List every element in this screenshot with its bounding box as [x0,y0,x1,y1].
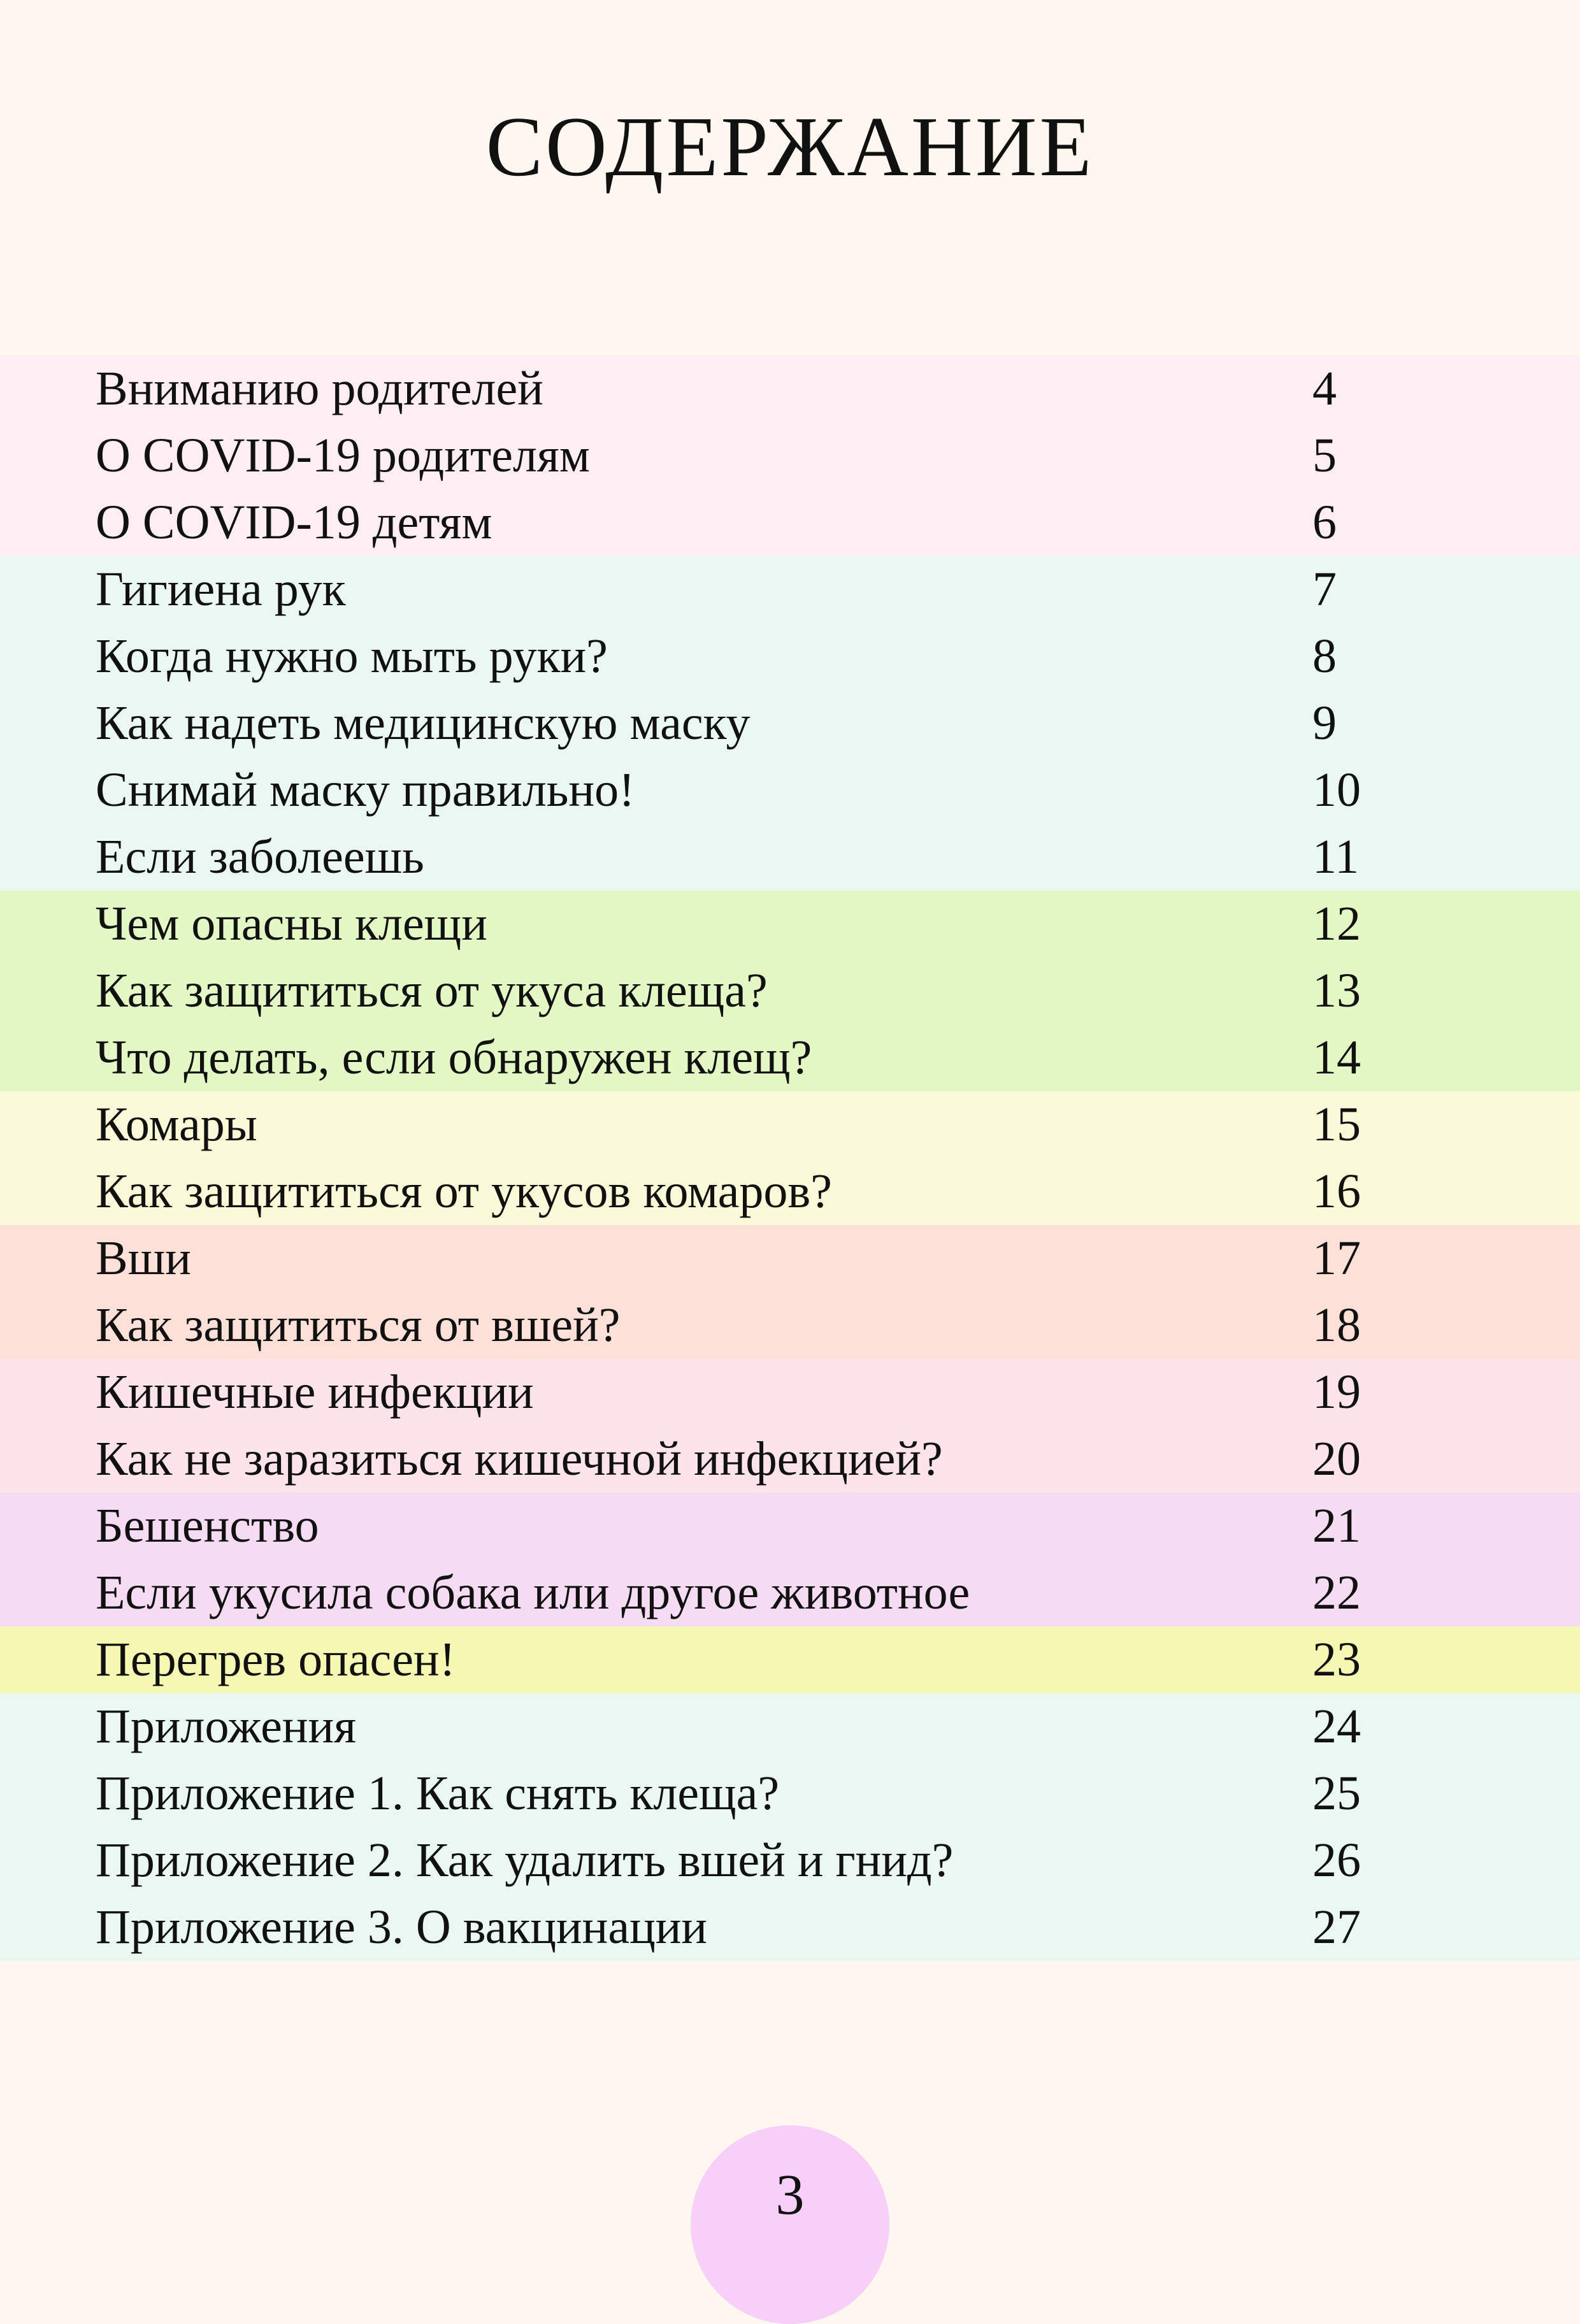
toc-entry-label: Как защититься от укуса клеща? [96,964,768,1017]
toc-group-rabies [0,1493,1580,1626]
toc-group-appendices [0,1693,1580,1961]
toc-entry[interactable] [0,891,1580,958]
toc-entry-label: Как защититься от вшей? [96,1298,621,1352]
toc-group-mosquitoes [0,1091,1580,1225]
toc-entry-page: 6 [1312,496,1337,549]
toc-entry-page: 4 [1312,362,1337,415]
toc-entry-page: 21 [1312,1499,1361,1553]
toc-entry-page: 22 [1312,1566,1361,1619]
toc-entry[interactable] [0,1225,1580,1292]
toc-entry-label: Если заболеешь [96,830,424,884]
toc-entry-page: 20 [1312,1432,1361,1486]
toc-entry-label: Когда нужно мыть руки? [96,629,608,683]
toc-entry-page: 25 [1312,1767,1361,1820]
toc-entry[interactable] [0,958,1580,1024]
toc-entry-page: 11 [1312,830,1360,884]
page-title: СОДЕРЖАНИЕ [485,99,1095,194]
toc-entry-label: Приложения [96,1700,357,1753]
toc-group-lice [0,1225,1580,1359]
toc-group-overheating [0,1626,1580,1693]
toc-entry[interactable] [0,556,1580,623]
toc-entry-label: Бешенство [96,1499,319,1553]
toc-entry[interactable] [0,1024,1580,1091]
toc-entry[interactable] [0,757,1580,824]
toc-entry-label: Как не заразиться кишечной инфекцией? [96,1432,943,1486]
toc-entry-label: Комары [96,1098,257,1151]
toc-entry[interactable] [0,1426,1580,1493]
table-of-contents [0,355,1580,1961]
toc-entry-page: 5 [1312,429,1337,482]
toc-entry-label: Как защититься от укусов комаров? [96,1165,832,1218]
toc-entry-page: 10 [1312,763,1361,817]
toc-entry[interactable] [0,824,1580,891]
toc-entry[interactable] [0,1693,1580,1760]
toc-entry-page: 7 [1312,563,1337,616]
toc-entry[interactable] [0,1894,1580,1961]
toc-entry-label: Вши [96,1231,191,1285]
toc-group-ticks [0,891,1580,1091]
toc-entry-label: Вниманию родителей [96,362,543,415]
toc-entry-page: 17 [1312,1231,1361,1285]
toc-entry[interactable] [0,623,1580,690]
toc-entry[interactable] [0,1827,1580,1894]
toc-entry[interactable] [0,690,1580,757]
toc-entry-page: 23 [1312,1633,1361,1686]
toc-entry-page: 26 [1312,1833,1361,1887]
toc-entry-page: 9 [1312,696,1337,750]
toc-entry[interactable] [0,1560,1580,1626]
toc-entry[interactable] [0,1359,1580,1426]
toc-entry-label: Кишечные инфекции [96,1365,534,1419]
toc-entry-label: Перегрев опасен! [96,1633,456,1686]
toc-entry-page: 8 [1312,629,1337,683]
toc-entry[interactable] [0,1760,1580,1827]
toc-entry-label: Если укусила собака или другое животное [96,1566,970,1619]
toc-entry-page: 12 [1312,897,1361,950]
toc-entry-label: Как надеть медицинскую маску [96,696,750,750]
toc-group-covid [0,355,1580,556]
toc-entry-label: Приложение 1. Как снять клеща? [96,1767,780,1820]
toc-entry-label: О COVID-19 детям [96,496,492,549]
toc-entry-page: 24 [1312,1700,1361,1753]
toc-entry-label: Приложение 2. Как удалить вшей и гнид? [96,1833,954,1887]
toc-entry-label: Приложение 3. О вакцинации [96,1900,708,1954]
toc-entry[interactable] [0,489,1580,556]
toc-entry[interactable] [0,1626,1580,1693]
toc-entry-label: Что делать, если обнаружен клещ? [96,1031,812,1084]
toc-entry[interactable] [0,1292,1580,1359]
toc-entry[interactable] [0,1091,1580,1158]
toc-entry-page: 19 [1312,1365,1361,1419]
toc-group-intestinal [0,1359,1580,1493]
toc-entry-page: 14 [1312,1031,1361,1084]
toc-entry-page: 16 [1312,1165,1361,1218]
toc-group-hygiene [0,556,1580,891]
toc-entry[interactable] [0,422,1580,489]
toc-entry-label: Снимай маску правильно! [96,763,635,817]
toc-entry[interactable] [0,1158,1580,1225]
toc-entry-page: 27 [1312,1900,1361,1954]
page-number: 3 [775,2163,805,2227]
toc-entry-page: 18 [1312,1298,1361,1352]
toc-entry-label: Гигиена рук [96,563,346,616]
toc-entry-label: О COVID-19 родителям [96,429,590,482]
toc-entry-page: 15 [1312,1098,1361,1151]
toc-entry[interactable] [0,355,1580,422]
toc-entry[interactable] [0,1493,1580,1560]
toc-entry-label: Чем опасны клещи [96,897,487,950]
toc-entry-page: 13 [1312,964,1361,1017]
